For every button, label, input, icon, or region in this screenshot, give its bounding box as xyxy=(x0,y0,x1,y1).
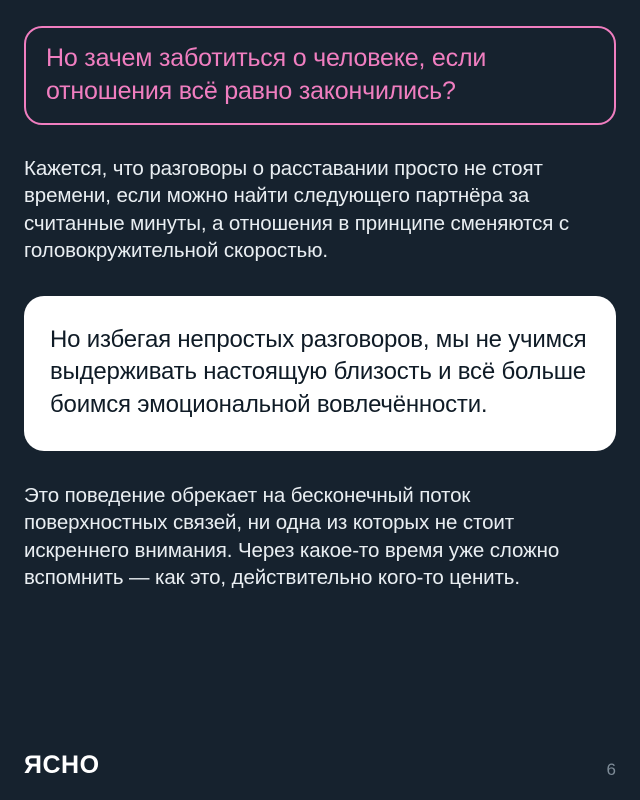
slide-footer xyxy=(24,753,616,778)
highlight-text: Но избегая непростых разговоров, мы не учимся выдерживать настоящую близость и всё больше боимся эмоциональной вовлечённости. xyxy=(50,326,587,418)
brand-logo: ЯСНО xyxy=(24,751,100,779)
highlight-card xyxy=(24,296,616,451)
paragraph-two: Это поведение обрекает на бесконечный поток поверхностных связей, ни одна из которых не стоит искреннего внимания. Через какое-то время уже сложно вспомнить — как это, действительно кого-то ценить. xyxy=(24,484,560,589)
question-text: Но зачем заботиться о человеке, если отношения всё равно закончились? xyxy=(46,44,487,105)
question-card xyxy=(24,26,616,125)
page-number: 6 xyxy=(606,760,616,779)
paragraph-one: Кажется, что разговоры о расставании просто не стоят времени, если можно найти следующего партнёра за считанные минуты, а отношения в принципе сменяются с головокружительной скоростью. xyxy=(24,157,569,262)
